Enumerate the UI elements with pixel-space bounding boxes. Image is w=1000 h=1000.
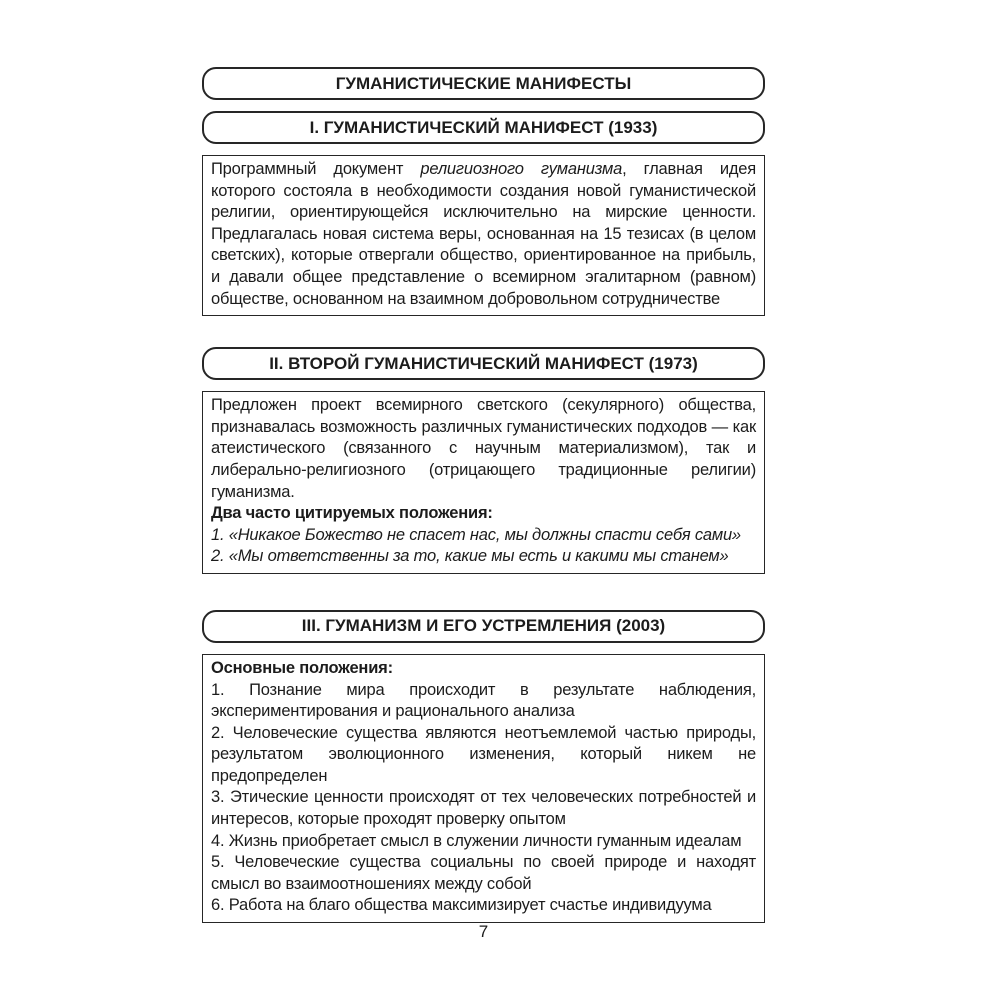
page-title-box xyxy=(202,67,765,100)
list-item: 3. Этические ценности происходят от тех человеческих потребностей и интересов, которые проходят проверку опытом xyxy=(211,788,756,829)
page-title: ГУМАНИСТИЧЕСКИЕ МАНИФЕСТЫ xyxy=(335,73,632,93)
list-item: 4. Жизнь приобретает смысл в служении личности гуманным идеалам xyxy=(211,831,742,850)
section-2-quote-2: 2. «Мы ответственны за то, какие мы есть и какими мы станем» xyxy=(211,547,729,566)
section-2-body xyxy=(202,391,765,574)
section-1-body xyxy=(202,155,765,316)
section-1-heading-box xyxy=(202,111,765,144)
section-2-paragraph: Предложен проект всемирного светского (секулярного) общества, признавалась возможность различных гуманистических подходов — как атеистического (связанного с научным материализмом), так и либерально-религиозного (отрицающего традиционные религии) гуманизма. xyxy=(211,396,756,501)
section-2-subheading: Два часто цитируемых положения: xyxy=(211,504,493,523)
section-2-quote-1: 1. «Никакое Божество не спасет нас, мы должны спасти себя сами» xyxy=(211,525,741,544)
list-item: 1. Познание мира происходит в результате наблюдения, экспериментирования и рационального анализа xyxy=(211,680,756,721)
section-3-body xyxy=(202,654,765,923)
section-1-text-before: Программный документ xyxy=(211,160,421,178)
section-2-heading: II. ВТОРОЙ ГУМАНИСТИЧЕСКИЙ МАНИФЕСТ (1973) xyxy=(269,353,698,373)
list-item: 5. Человеческие существа социальны по своей природе и находят смысл во взаимоотношениях между собой xyxy=(211,853,756,893)
section-3-subheading: Основные положения: xyxy=(211,658,393,677)
list-item: 2. Человеческие существа являются неотъемлемой частью природы, результатом эволюционного изменения, который никем не предопределен xyxy=(211,723,756,785)
section-1-text-after: , главная идея которого состояла в необходимости создания новой гуманистической религии, ориентирующейся исключительно на мирские ценности. Предлагалась новая система веры, основанная на 15 тезисах (в целом светских), которые отвергали общество, ориентированное на прибыль, и давали общее представление о всемирном эгалитарном (равном) обществе, основанном на взаимном добровольном сотрудничестве xyxy=(211,160,757,308)
page-number: 7 xyxy=(478,922,489,941)
section-1-heading: I. ГУМАНИСТИЧЕСКИЙ МАНИФЕСТ (1933) xyxy=(309,117,658,137)
section-1-italic-term: религиозного гуманизма xyxy=(420,160,623,178)
list-item: 6. Работа на благо общества максимизирует счастье индивидуума xyxy=(211,896,712,915)
section-2-heading-box xyxy=(202,347,765,380)
section-3-heading-box xyxy=(202,610,765,643)
section-3-heading: III. ГУМАНИЗМ И ЕГО УСТРЕМЛЕНИЯ (2003) xyxy=(301,616,666,636)
content-column xyxy=(202,67,765,923)
